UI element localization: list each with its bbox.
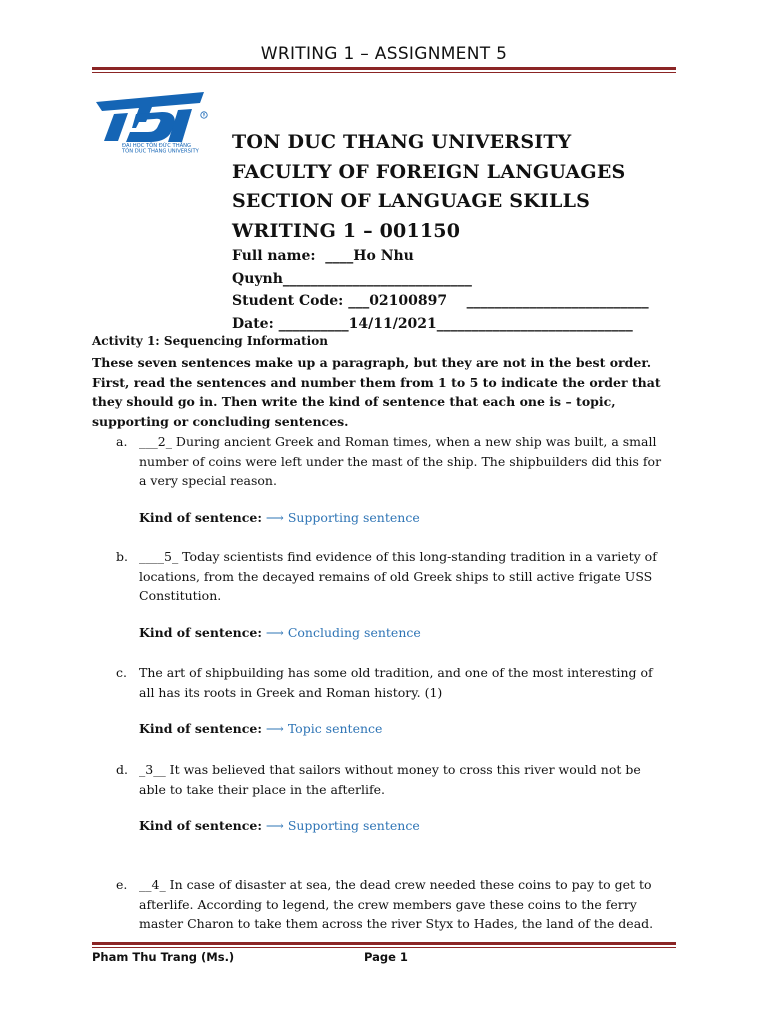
item-letter: e.	[116, 877, 128, 892]
item-text: ___2_ During ancient Greek and Roman times, when a new ship was built, a small number of coins were left under the mast of the ship. The shipbuilders did this for a very special reason.	[139, 434, 662, 488]
faculty-name: FACULTY OF FOREIGN LANGUAGES	[232, 160, 626, 183]
date-line: Date: __________14/11/2021____________________________	[232, 315, 633, 332]
item-letter: c.	[116, 665, 127, 680]
footer-rule	[92, 942, 676, 948]
item-text: ____5_ Today scientists find evidence of this long-standing tradition in a variety of locations, from the decayed remains of old Greek ships to still active frigate USS Constitution.	[139, 549, 657, 603]
section-name: SECTION OF LANGUAGE SKILLS	[232, 190, 591, 212]
svg-text:R: R	[202, 112, 206, 118]
tdt-logo	[92, 88, 210, 154]
university-name: TON DUC THANG UNIVERSITY	[232, 131, 572, 153]
kind-label: Kind of sentence:	[139, 625, 262, 640]
course-name: WRITING 1 – 001150	[232, 219, 461, 242]
university-heading	[232, 128, 625, 246]
full-name-continued: Quynh___________________________	[232, 270, 472, 287]
item-text: _3__ It was believed that sailors without money to cross this river would not be able to take their place in the afterlife.	[139, 762, 641, 797]
item-text: __4_ In case of disaster at sea, the dead crew needed these coins to pay to get to afterlife. According to legend, the crew members gave these coins to the ferry master Charon to take them across the river Styx to Hades, the land of the dead.	[139, 877, 654, 931]
kind-label: Kind of sentence:	[139, 818, 262, 833]
activity-title: Activity 1: Sequencing Information	[92, 334, 328, 348]
logo-line1: ĐẠI HỌC TÔN ĐỨC THẮNG	[122, 143, 192, 149]
document-header-title: WRITING 1 – ASSIGNMENT 5	[260, 44, 508, 64]
student-info	[232, 245, 649, 335]
footer-author: Pham Thu Trang (Ms.)	[92, 950, 235, 964]
item-letter: a.	[116, 434, 128, 449]
full-name-line: Full name: ____Ho Nhu	[232, 248, 414, 264]
activity-description: These seven sentences make up a paragraph, but they are not in the best order. First, read the sentences and number them from 1 to 5 to indicate the order that they should go in. Then write the kind of sentence that each one is – topic, supporting or concluding sentences.	[92, 355, 661, 429]
kind-value: ⟶ Supporting sentence	[265, 510, 420, 525]
footer-page-number: Page 1	[364, 950, 408, 964]
item-text: The art of shipbuilding has some old tradition, and one of the most interesting of all has its roots in Greek and Roman history. (1)	[139, 665, 653, 700]
student-code-line: Student Code: ___02100897 __________________________	[232, 293, 649, 309]
kind-value: ⟶ Topic sentence	[265, 721, 383, 736]
kind-label: Kind of sentence:	[139, 510, 262, 525]
kind-label: Kind of sentence:	[139, 721, 262, 736]
item-letter: b.	[116, 549, 128, 564]
kind-value: ⟶ Supporting sentence	[265, 818, 420, 833]
kind-of-sentence-c	[139, 721, 382, 736]
kind-of-sentence-b	[139, 625, 421, 640]
kind-of-sentence-a	[139, 510, 420, 525]
logo-line2: TON DUC THANG UNIVERSITY	[122, 148, 199, 154]
kind-value: ⟶ Concluding sentence	[265, 625, 421, 640]
header-rule	[92, 67, 676, 73]
kind-of-sentence-d	[139, 818, 420, 833]
item-letter: d.	[116, 762, 128, 777]
